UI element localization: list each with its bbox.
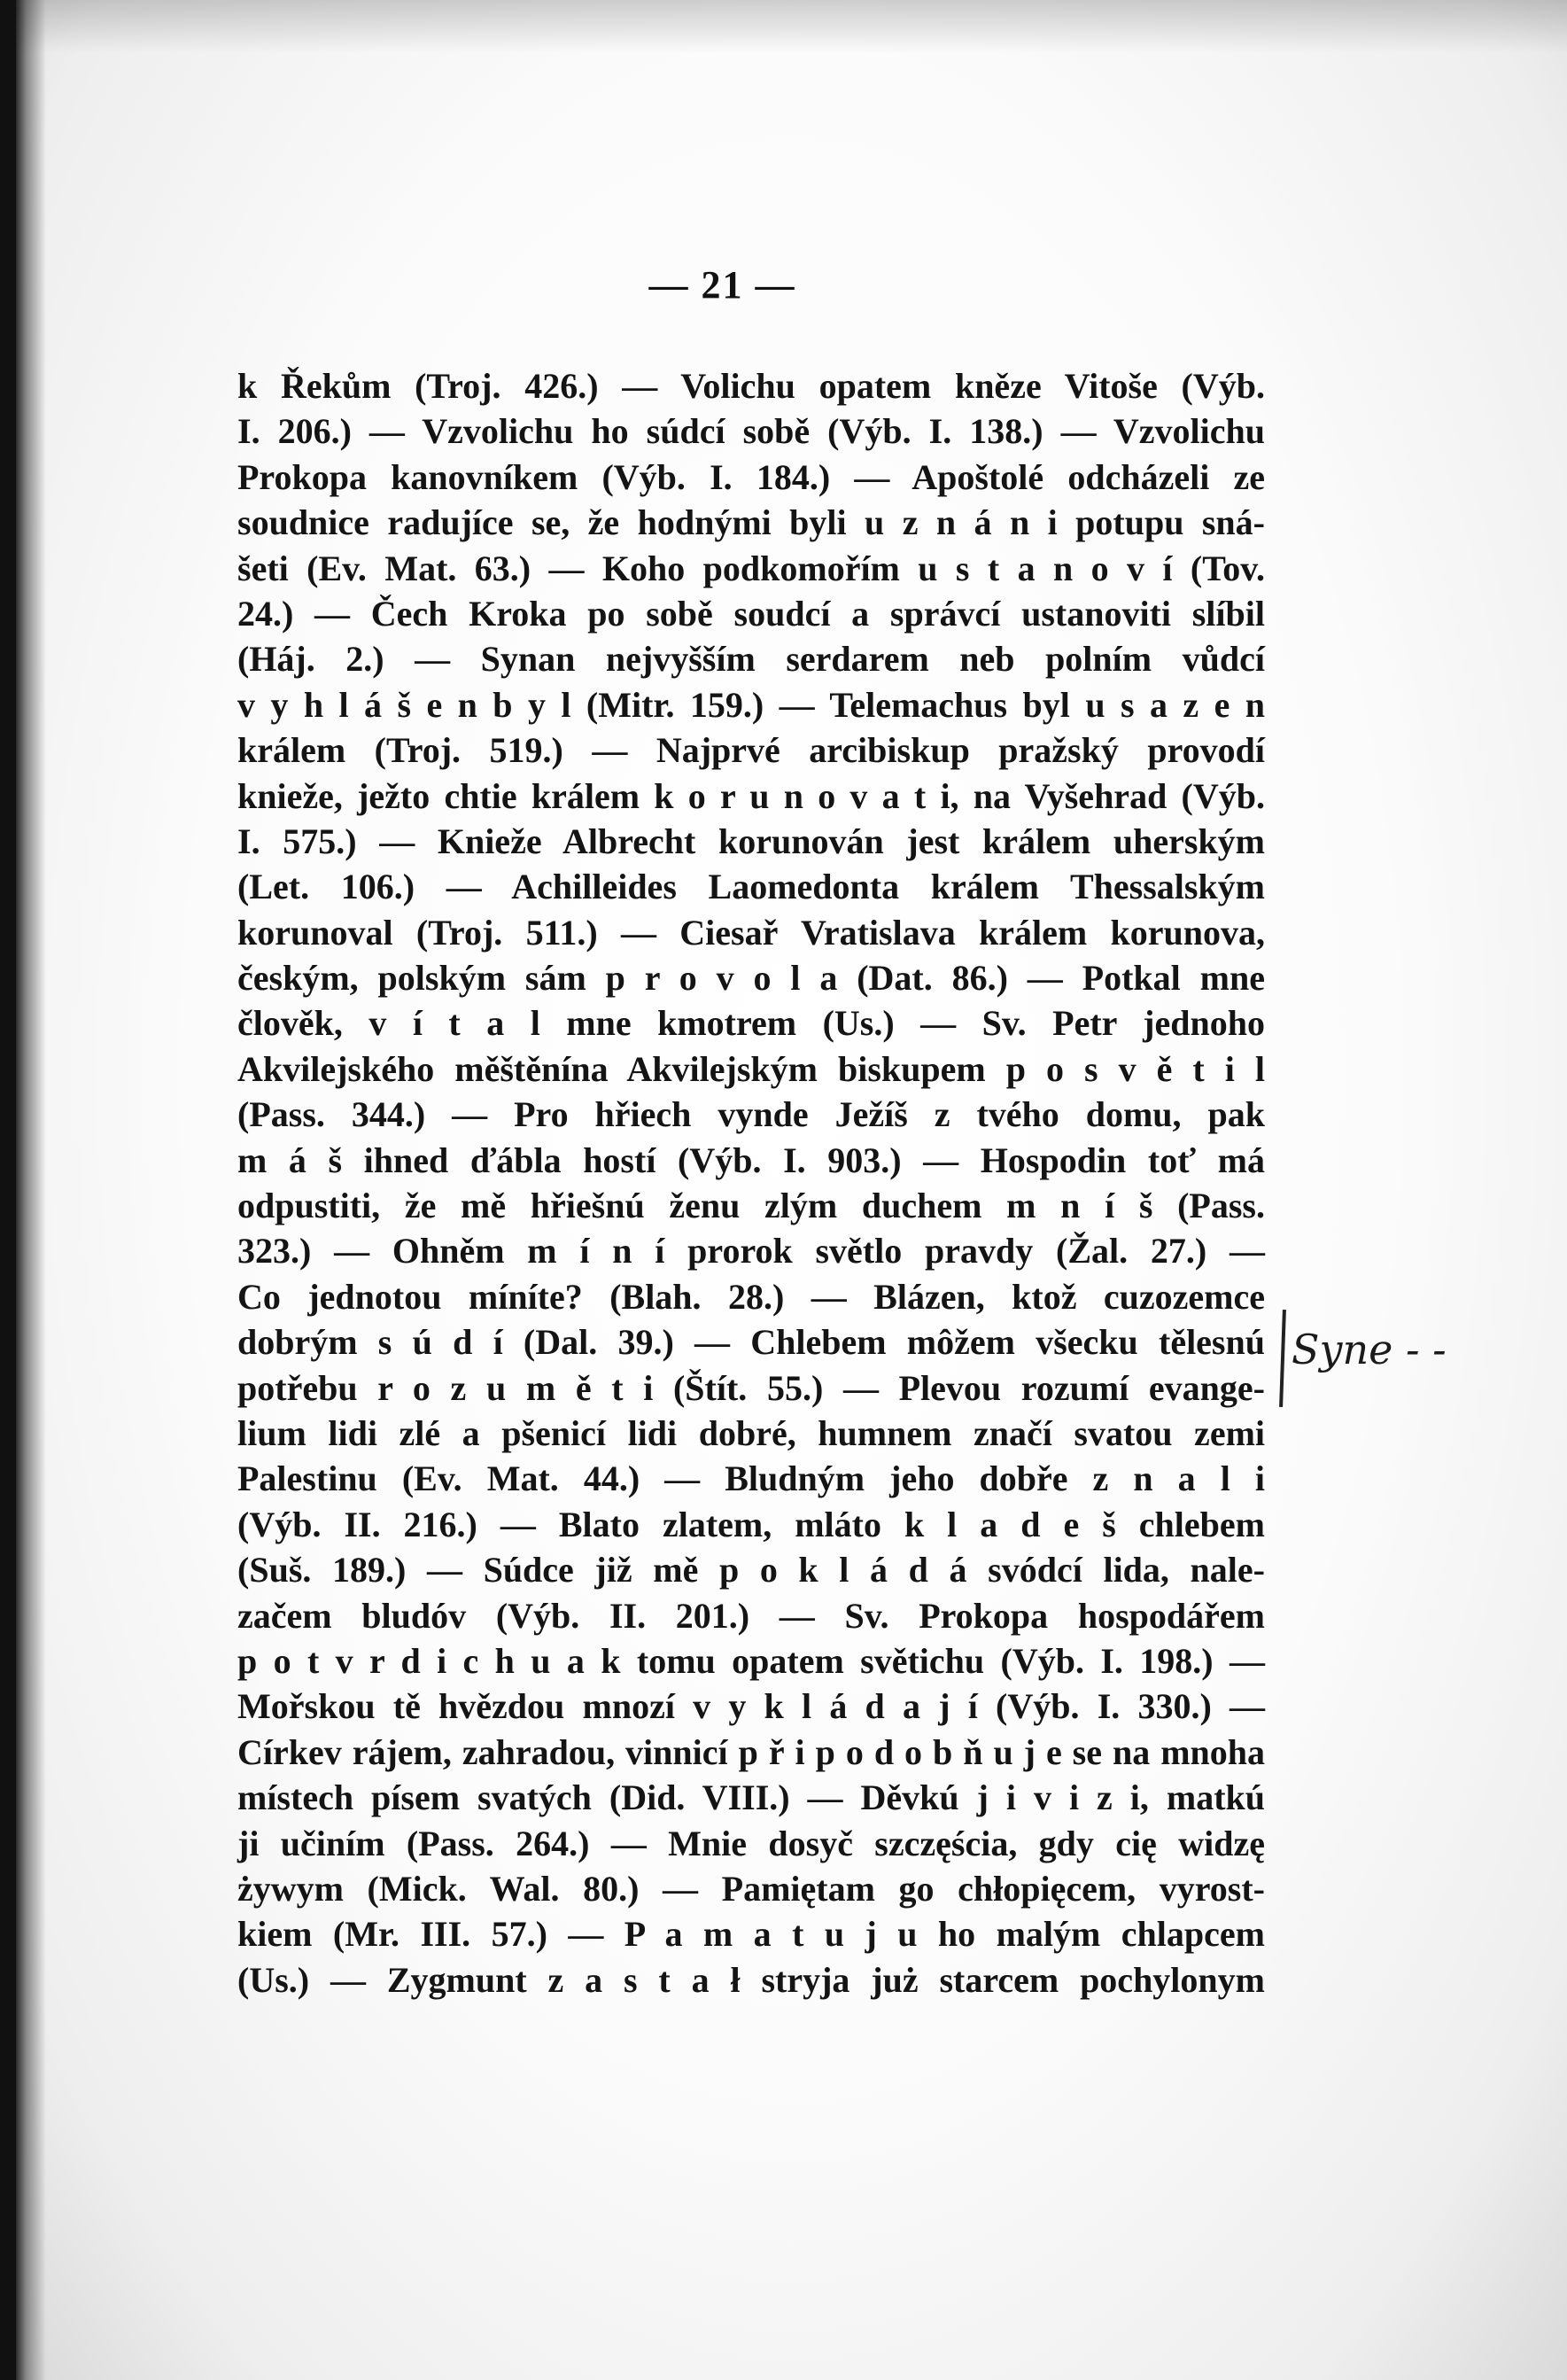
text-line: Prokopa kanovníkem (Výb. I. 184.) — Apoštolé odcházeli ze [237, 456, 1265, 497]
text-line: místech písem svatých (Did. VIII.) — Děvkú j i v i z i, matkú [237, 1777, 1265, 1818]
page-top-shadow [16, 0, 1567, 53]
text-line: ji učiním (Pass. 264.) — Mnie dosyč szczęścia, gdy cię widzę [237, 1823, 1265, 1863]
text-line: lium lidi zlé a pšenicí lidi dobré, humnem značí svatou zemi [237, 1412, 1265, 1453]
text-line: 24.) — Čech Kroka po sobě soudcí a správcí ustanoviti slíbil [237, 593, 1265, 634]
text-line: potřebu r o z u m ě t i (Štít. 55.) — Plevou rozumí evange- [237, 1367, 1265, 1408]
text-line: Mořskou tě hvězdou mnozí v y k l á d a j í (Výb. I. 330.) — [237, 1686, 1265, 1727]
text-line: I. 206.) — Vzvolichu ho súdcí sobě (Výb. I. 138.) — Vzvolichu [237, 411, 1265, 452]
text-line: člověk, v í t a l mne kmotrem (Us.) — Sv. Petr jednoho [237, 1003, 1265, 1044]
text-line: šeti (Ev. Mat. 63.) — Koho podkomořím u s t a n o v í (Tov. [237, 548, 1265, 588]
text-line: začem bludóv (Výb. II. 201.) — Sv. Prokopa hospodářem [237, 1595, 1265, 1636]
text-line: odpustiti, že mě hřiešnú ženu zlým duchem m n í š (Pass. [237, 1186, 1265, 1226]
text-line: (Háj. 2.) — Synan nejvyšším serdarem neb polním vůdcí [237, 639, 1265, 680]
text-line: v y h l á š e n b y l (Mitr. 159.) — Telemachus byl u s a z e n [237, 684, 1265, 725]
text-line: (Pass. 344.) — Pro hřiech vynde Ježíš z tvého domu, pak [237, 1094, 1265, 1135]
page-edge-shadow [16, 0, 46, 2380]
text-line: żywym (Mick. Wal. 80.) — Pamiętam go chłopięcem, vyrost- [237, 1868, 1265, 1909]
text-line: I. 575.) — Knieže Albrecht korunován jest králem uherským [237, 821, 1265, 861]
scanned-page [16, 0, 1567, 2380]
text-line: korunoval (Troj. 511.) — Ciesař Vratislava králem korunova, [237, 912, 1265, 953]
text-line: (Výb. II. 216.) — Blato zlatem, mláto k l a d e š chlebem [237, 1504, 1265, 1544]
text-line: knieže, ježto chtie králem k o r u n o v a t i, na Vyšehrad (Výb. [237, 775, 1265, 816]
text-line: p o t v r d i c h u a k tomu opatem světichu (Výb. I. 198.) — [237, 1640, 1265, 1681]
text-line: králem (Troj. 519.) — Najprvé arcibiskup pražský provodí [237, 730, 1265, 771]
margin-note-text: Syne - - [1292, 1326, 1447, 1373]
text-line: kiem (Mr. III. 57.) — P a m a t u j u ho malým chlapcem [237, 1914, 1265, 1955]
text-line: českým, polským sám p r o v o l a (Dat. 86.) — Potkal mne [237, 958, 1265, 999]
text-line: (Suš. 189.) — Súdce již mě p o k l á d á svódcí lida, nale- [237, 1550, 1265, 1591]
text-line: m á š ihned ďábla hostí (Výb. I. 903.) — Hospodin toť má [237, 1139, 1265, 1180]
text-line: Palestinu (Ev. Mat. 44.) — Bludným jeho dobře z n a l i [237, 1458, 1265, 1499]
text-line: soudnice radujíce se, že hodnými byli u z n á n i potupu sná- [237, 502, 1265, 543]
text-line: dobrým s ú d í (Dal. 39.) — Chlebem môžem všecku tělesnú [237, 1322, 1265, 1363]
text-line: Akvilejského měštěnína Akvilejským biskupem p o s v ě t i l [237, 1048, 1265, 1089]
body-text [237, 363, 1265, 2003]
margin-bracket [1279, 1310, 1286, 1407]
text-line: 323.) — Ohněm m í n í prorok světlo pravdy (Žal. 27.) — [237, 1231, 1265, 1272]
handwritten-margin-note [1281, 1310, 1547, 1407]
page-number: — 21 — [648, 263, 796, 307]
text-line: Církev rájem, zahradou, vinnicí p ř i p o d o b ň u j e se na mnoha [237, 1731, 1265, 1772]
text-line: k Řekům (Troj. 426.) — Volichu opatem kněze Vitoše (Výb. [237, 366, 1265, 406]
text-line: (Let. 106.) — Achilleides Laomedonta králem Thessalským [237, 867, 1265, 907]
text-line: (Us.) — Zygmunt z a s t a ł stryja już starcem pochylonym [237, 1959, 1265, 2000]
text-line: Co jednotou míníte? (Blah. 28.) — Blázen, ktož cuzozemce [237, 1276, 1265, 1317]
